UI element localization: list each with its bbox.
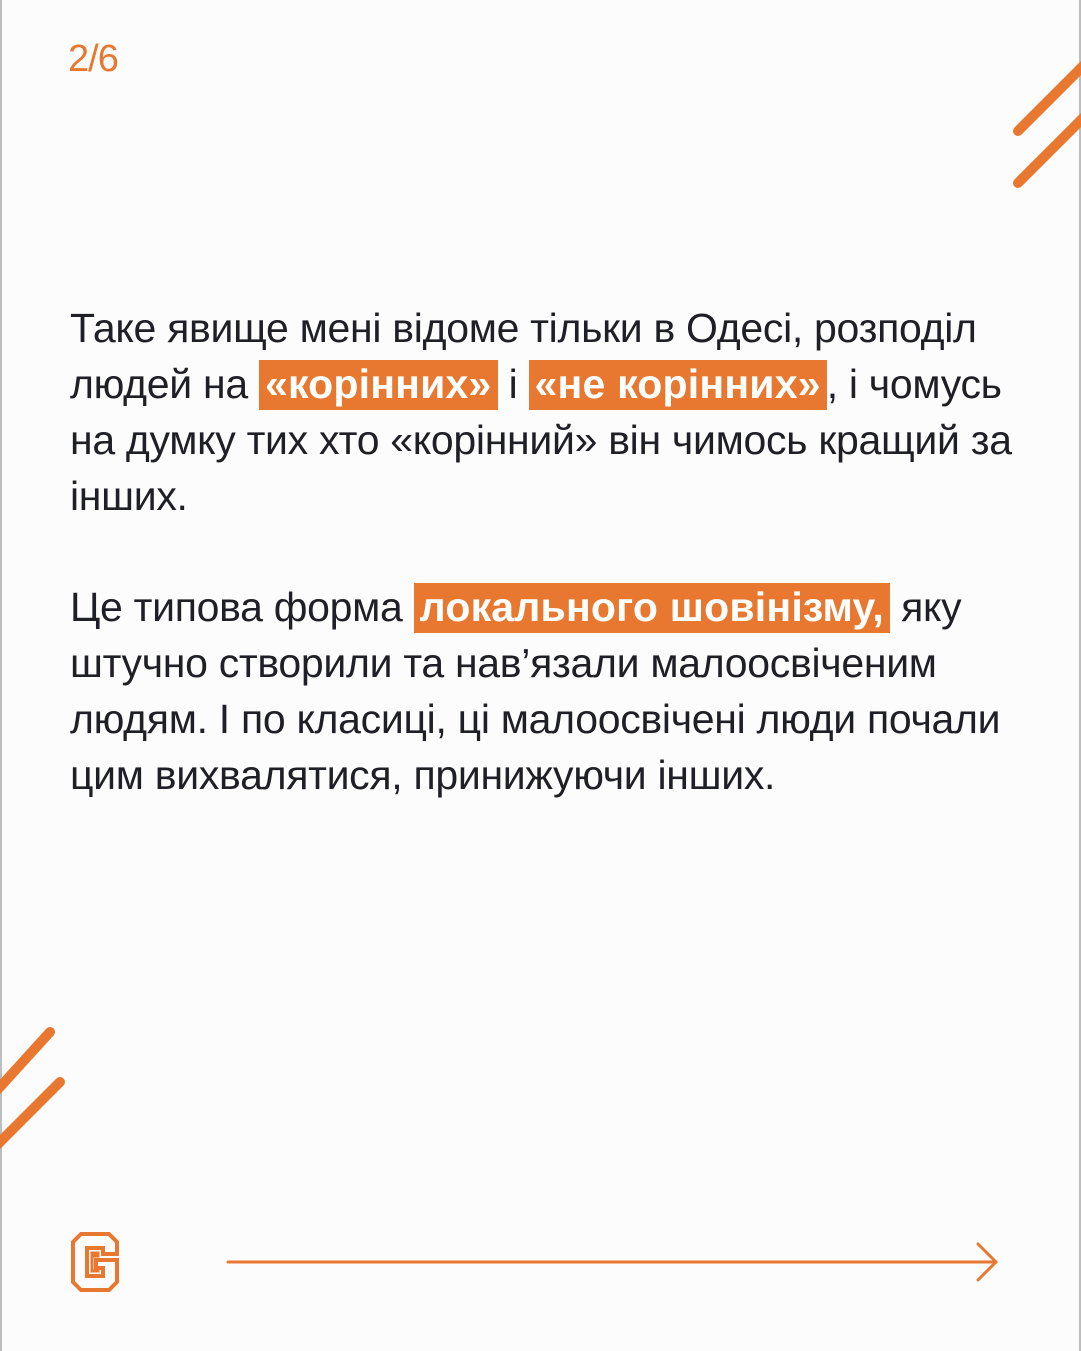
arrow-right-icon[interactable]: [226, 1240, 1002, 1284]
paragraph-1-text-b: і: [497, 361, 529, 407]
paragraph-1-text-c: , і чомусь на думку тих хто «корінний» він чимось кращий за інших.: [70, 361, 1012, 519]
g-logo-icon: [71, 1232, 119, 1292]
paragraph-2: [70, 579, 1030, 803]
highlight-korinnykh: «корінних»: [259, 360, 498, 410]
paragraph-2-text-a: Це типова форма: [70, 584, 414, 630]
highlight-ne-korinnykh: «не корінних»: [529, 360, 827, 410]
diagonal-stripes-icon: [0, 1022, 70, 1162]
highlight-local-chauvinism: локального шовінізму,: [414, 583, 890, 633]
diagonal-stripes-icon: [1008, 55, 1081, 195]
paragraph-1: [70, 300, 1030, 524]
paragraph-2-text-b: яку штучно створили та нав’язали малоосвіченим людям. І по класиці, ці малоосвічені люди почали цим вихвалятися, принижуючи інших.: [70, 584, 1001, 798]
paragraph-1-text-a: Таке явище мені відоме тільки в Одесі, розподіл людей на: [70, 305, 977, 407]
page-counter: 2/6: [68, 38, 118, 80]
